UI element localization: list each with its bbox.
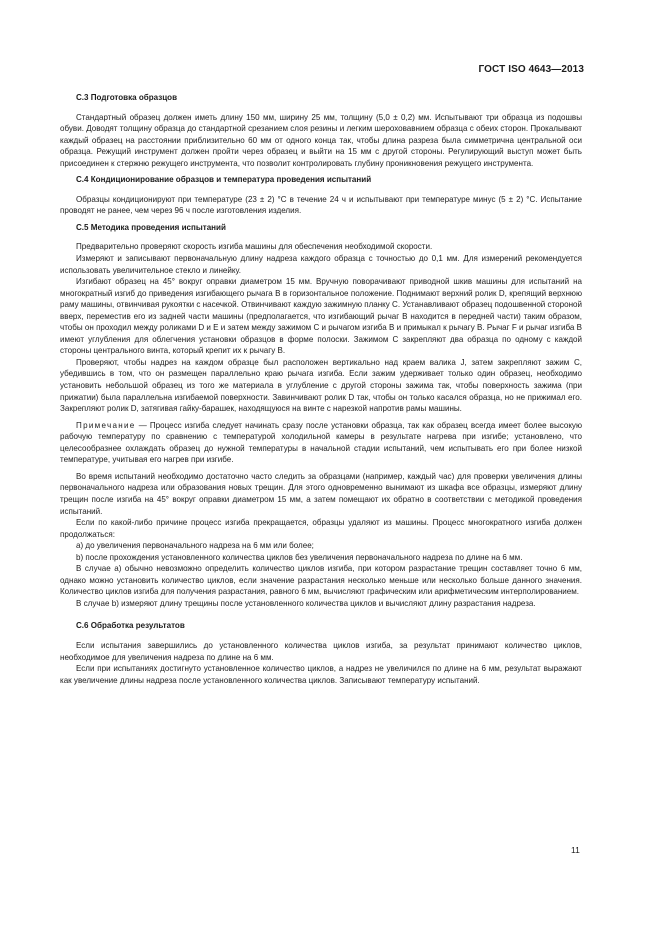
section-c4-paragraph: Образцы кондиционируют при температуре (23 ± 2) °С в течение 24 ч и испытывают при температуре минус (5 ± 2) °С. Испытание проводят не ранее, чем через 96 ч после изготовления изделия. [60, 194, 582, 216]
section-c5-paragraph: Измеряют и записывают первоначальную длину надреза каждого образца с точностью до 0,1 мм. Для измерений рекомендуется использовать увеличительное стекло и линейку. [60, 254, 582, 275]
section-c5-paragraph: Предварительно проверяют скорость изгиба машины для обеспечения необходимой скорости. [76, 242, 433, 252]
section-c4-title: С.4 Кондиционирование образцов и температура проведения испытаний [76, 175, 372, 185]
note-text: — Процесс изгиба следует начинать сразу после установки образца, так как образец всегда имеет более высокую рабочую температуру по сравнению с температурой холодильной камеры в результате нагрева при изгибе; установлено, что целесообразнее охлаждать образец до нужной температуры в начальной стадии испытаний, чем испытывать его при более низкой температуре, учитывая его нагрев при изгибе. [60, 420, 582, 465]
note-paragraph [60, 420, 582, 466]
page-number: 11 [571, 845, 580, 855]
list-item-a: а) до увеличения первоначального надреза на 6 мм или более; [76, 541, 314, 551]
section-c5-paragraph: Если по какой-либо причине процесс изгиба прекращается, образцы удаляют из машины. Процесс многократного изгиба должен продолжаться: [60, 518, 582, 539]
section-c5-paragraph: Изгибают образец на 45° вокруг оправки диаметром 15 мм. Вручную поворачивают приводной шкив машины для испытаний на многократный изгиб до приведения изгибающего рычага B в горизонтальное положение. Поднимают верхний ролик D, крепящий верхнюю раму машины, отвинчивая рукоятки с насечкой. Отвинчивают каждую зажимную планку С. Устанавливают образец подошвенной стороной вверх, переместив его из задней части машины (предполагается, что изгибающий рычаг В находится в передней части) таким образом, чтобы он проходил между роликами D и E и затем между зажимом С и рычагом изгиба В и примыкал к рычагу В. Рычаг F и рычаг изгиба В имеют углубления для облегчения установки образцов в форме полоски. Зажимом С закрепляют два образца по одному с каждой стороны центрального винта, который крепит их к рычагу В. [60, 277, 583, 356]
document-code: ГОСТ ISO 4643—2013 [478, 64, 584, 75]
section-c3-paragraph: Стандартный образец должен иметь длину 150 мм, ширину 25 мм, толщину (5,0 ± 0,2) мм. Испытывают три образца из подошвы обуви. Доводят толщину образца до стандартной срезанием слоя резины и легким шероховавнием образца с обеих сторон. Прокалывают каждый образец на расстоянии приблизительно 60 мм от одного конца так, чтобы длина разреза была симметрична центральной оси образца. Режущий инструмент должен пройти через образец и выйти на 15 мм с другой стороны. Регулирующий выступ может быть присоединен к стержню режущего инструмента, что позволит контролировать глубину проникновения режущего инструмента. [60, 112, 582, 168]
list-item-b: b) после прохождения установленного количества циклов без увеличения первоначального надреза по длине на 6 мм. [76, 552, 523, 562]
section-c5-paragraph: Проверяют, чтобы надрез на каждом образце был расположен вертикально над краем валика J, затем закрепляют зажим С, убедившись в том, что он размещен параллельно краю рычага изгиба. Если зажим удерживает только один образец, необходимо установить небольшой образец из того же материала в углубление с другой стороны зажима так, чтобы поверхность зажима (при прижатии) была параллельна изгибаемой поверхности. Завинчивают ролик D так, чтобы он только касался образца, но не прижимал его. Закрепляют ролик D, затягивая гайку-барашек, находящуюся на винте с нарезкой напротив рамы машины. [60, 357, 582, 414]
section-c5-title: С.5 Методика проведения испытаний [76, 222, 226, 232]
section-c5-paragraph: Во время испытаний необходимо достаточно часто следить за образцами (например, каждый час) для проверки увеличения длины первоначального надреза или образования новых трещин. Для этого одновременно вынимают из шкафа все образцы, измеряют длину трещин после изгиба на 45° вокруг оправки диаметром 15 мм, а затем помещают их обратно в соответствии с методикой проведения испытаний. [60, 471, 582, 516]
document-body [60, 92, 582, 686]
section-c6-paragraph: Если испытания завершились до установленного количества циклов изгиба, за результат принимают количество циклов, необходимое для увеличения надреза по длине на 6 мм. [60, 640, 582, 662]
section-c6-paragraph: Если при испытаниях достигнуто установленное количество циклов, а надрез не увеличился по длине на 6 мм, результат выражают как увеличение длины надреза после установленного количества циклов. Записывают температуру испытаний. [60, 664, 582, 685]
section-c5-paragraph: В случае b) измеряют длину трещины после установленного количества циклов и вычисляют длину разрастания надреза. [76, 598, 536, 608]
section-c6-title: С.6 Обработка результатов [76, 621, 185, 631]
note-label: Примечание [76, 420, 136, 430]
section-c5-paragraph: В случае а) обычно невозможно определить количество циклов изгиба, при котором разрастание трещин составляет точно 6 мм, однако можно установить количество циклов, если значение разрастания несколько меньше или несколько больше данного значения. Количество циклов изгиба для получения разрастания, равного 6 мм, вычисляют графическим или арифметическим интерполированием. [60, 564, 582, 597]
section-c3-title: С.3 Подготовка образцов [76, 93, 178, 102]
